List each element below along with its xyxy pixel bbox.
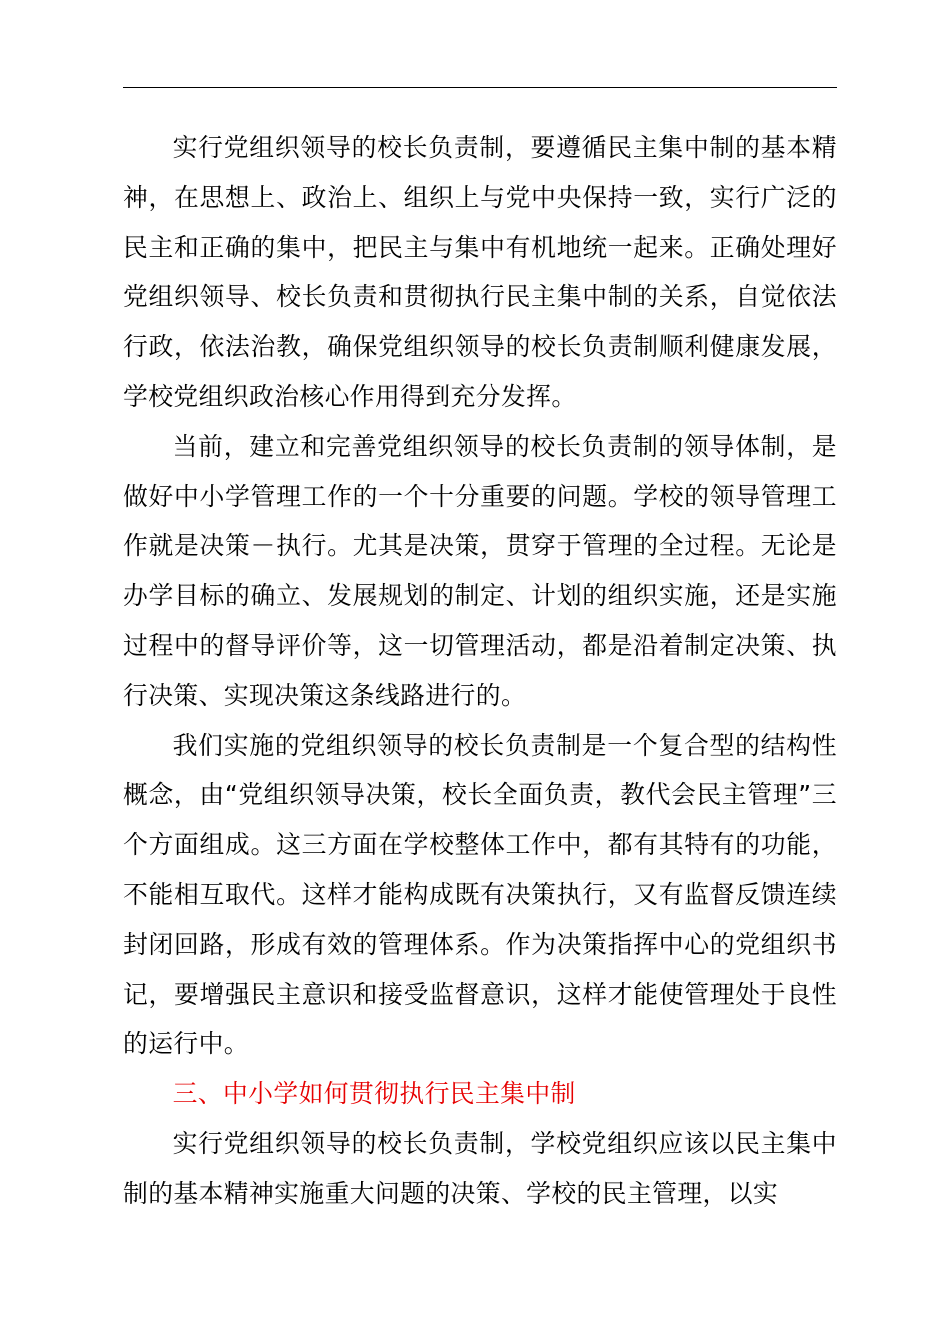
document-body	[123, 123, 837, 1219]
paragraph-3: 我们实施的党组织领导的校长负责制是一个复合型的结构性概念，由“党组织领导决策，校长全面负责，教代会民主管理”三个方面组成。这三方面在学校整体工作中，都有其特有的功能，不能相互取代。这样才能构成既有决策执行，又有监督反馈连续封闭回路，形成有效的管理体系。作为决策指挥中心的党组织书记，要增强民主意识和接受监督意识，这样才能使管理处于良性的运行中。	[123, 730, 837, 1059]
header-rule	[123, 87, 837, 88]
paragraph-2: 当前，建立和完善党组织领导的校长负责制的领导体制，是做好中小学管理工作的一个十分重要的问题。学校的领导管理工作就是决策－执行。尤其是决策，贯穿于管理的全过程。无论是办学目标的确立、发展规划的制定、计划的组织实施，还是实施过程中的督导评价等，这一切管理活动，都是沿着制定决策、执行决策、实现决策这条线路进行的。	[123, 431, 837, 710]
section-heading: 三、中小学如何贯彻执行民主集中制	[172, 1079, 576, 1109]
paragraph-4: 实行党组织领导的校长负责制，学校党组织应该以民主集中制的基本精神实施重大问题的决策、学校的民主管理，以实	[123, 1128, 837, 1208]
paragraph-1: 实行党组织领导的校长负责制，要遵循民主集中制的基本精神，在思想上、政治上、组织上与党中央保持一致，实行广泛的民主和正确的集中，把民主与集中有机地统一起来。正确处理好党组织领导、校长负责和贯彻执行民主集中制的关系，自觉依法行政，依法治教，确保党组织领导的校长负责制顺利健康发展，学校党组织政治核心作用得到充分发挥。	[123, 133, 837, 411]
